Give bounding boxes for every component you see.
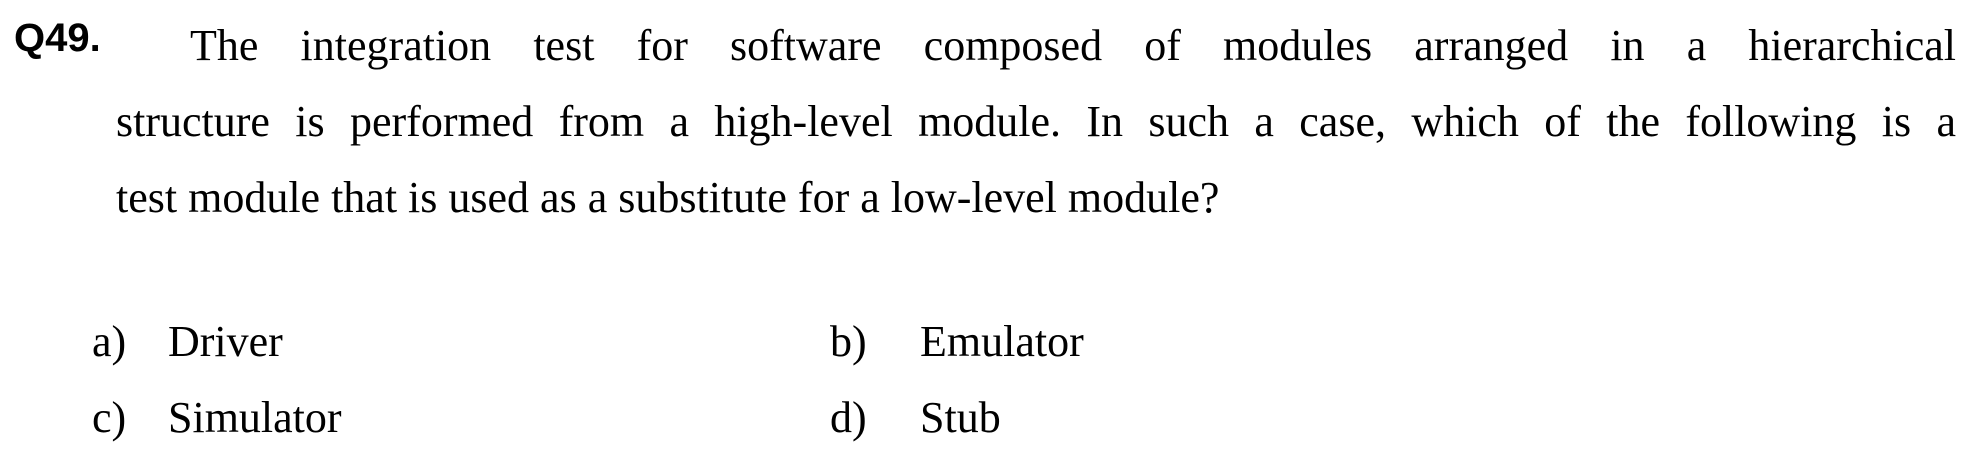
option-a-letter: a): [92, 317, 127, 366]
options-row-1: [92, 304, 1942, 380]
option-b-letter: b): [830, 317, 867, 366]
option-d-text: Stub: [920, 393, 1001, 442]
option-c-letter: c): [92, 393, 127, 442]
option-c-text: Simulator: [168, 393, 342, 442]
answer-options: [92, 304, 1942, 456]
option-b[interactable]: [830, 304, 1766, 380]
option-a-text: Driver: [168, 317, 283, 366]
question-number: Q49.: [14, 16, 101, 60]
options-row-2: [92, 380, 1942, 456]
option-d[interactable]: [830, 380, 1766, 456]
question-line-2: structure is performed from a high-level module. In such a case, which of the following is a: [116, 97, 1956, 146]
question-line-1: The integration test for software composed of modules arranged in a hierarchical: [190, 21, 1956, 70]
option-b-text: Emulator: [920, 317, 1084, 366]
question-text: [14, 8, 1956, 236]
question-line-3: test module that is used as a substitute for a low-level module?: [116, 173, 1220, 222]
question-block: [14, 8, 1956, 236]
option-d-letter: d): [830, 393, 867, 442]
